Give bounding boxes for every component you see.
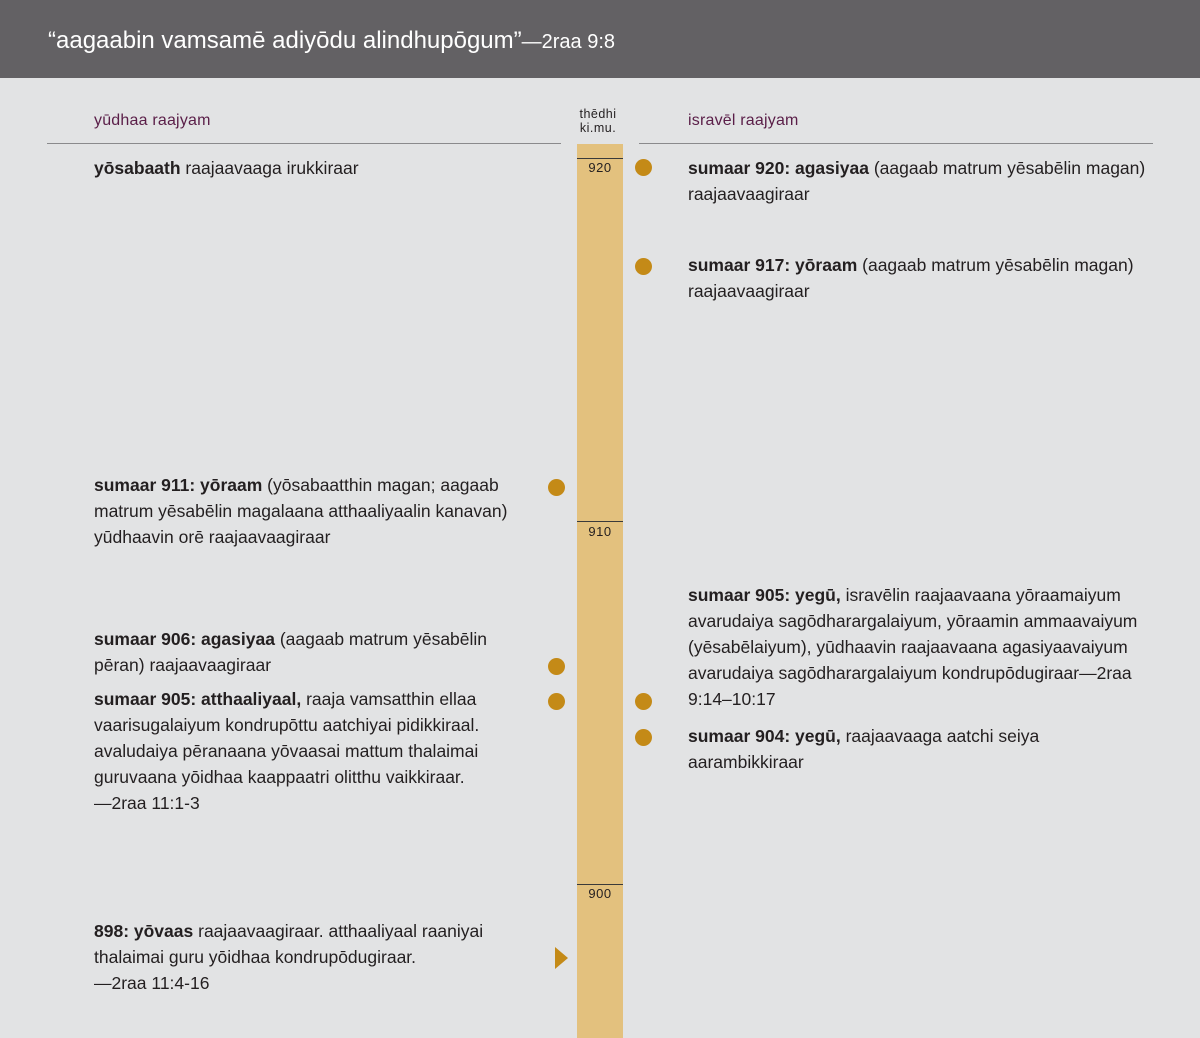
israel-entry-jehoram: [688, 252, 1158, 304]
right-heading-rule: [639, 143, 1153, 144]
tick-label-910: 910: [588, 524, 612, 539]
entry-text: (aagaab matrum yēsabēlin magan) raajaavaagiraar: [688, 158, 1146, 204]
israel-column-heading: isravēl raajyam: [688, 112, 799, 129]
israel-entry-jehu-reigns: [688, 723, 1158, 775]
entry-heading: sumaar 905: yegū,: [688, 585, 841, 605]
judah-column-heading: yūdhaa raajyam: [94, 112, 211, 129]
tick-900: [577, 884, 623, 885]
judah-entry-jehoram: [94, 472, 534, 550]
event-marker-dot: [635, 729, 652, 746]
entry-heading: sumaar 906: agasiyaa: [94, 629, 275, 649]
tick-label-900: 900: [588, 886, 612, 901]
entry-text: raajaavaaga aatchi seiya aarambikkiraar: [688, 726, 1040, 772]
entry-text: raajaavaagiraar. atthaaliyaal raaniyai thalaimai guru yōidhaa kondrupōdugiraar.: [94, 921, 484, 967]
date-heading-line2: ki.mu.: [579, 121, 617, 135]
israel-entry-ahaziah: [688, 155, 1158, 207]
tick-label-920: 920: [588, 160, 612, 175]
header-banner: [0, 0, 1200, 78]
entry-heading: sumaar 904: yegū,: [688, 726, 841, 746]
date-heading-line1: thēdhi: [579, 107, 617, 121]
event-marker-dot: [548, 693, 565, 710]
entry-text: raaja vamsatthin ellaa vaarisugalaiyum kondrupōttu aatchiyai pidikkiraal. avaludaiya pēranaana yōvaasai mattum thalaimai guruvaana yōidhaa kaappaatri olitthu vaikkiraar.: [94, 689, 480, 787]
judah-entry-jehoshaphat: [94, 155, 534, 181]
entry-text: isravēlin raajaavaana yōraamaiyum avarudaiya sagōdharargalaiyum, yōraamin ammaavaiyum (yēsabēlaiyum), yūdhaavin raajaavaana agasiyaavaiyum avarudaiya sagōdharargalaiyum kondrupōdugiraar—2raa 9:14–10:17: [688, 585, 1138, 709]
entry-text: raajaavaaga irukkiraar: [180, 158, 359, 178]
judah-entry-jehoash: [94, 918, 534, 996]
left-heading-rule: [47, 143, 561, 144]
judah-entry-athaliah: [94, 686, 534, 816]
israel-entry-jehu-kills: [688, 582, 1158, 712]
entry-text: (aagaab matrum yēsabēlin magan) raajaavaagiraar: [688, 255, 1134, 301]
entry-heading: 898: yōvaas: [94, 921, 194, 941]
entry-heading: sumaar 911: yōraam: [94, 475, 263, 495]
event-marker-dot: [635, 693, 652, 710]
event-marker-dot: [635, 258, 652, 275]
date-column-heading: [565, 107, 631, 135]
judah-entry-ahaziah: [94, 626, 534, 678]
event-marker-dot: [548, 479, 565, 496]
timeline-bar: [577, 144, 623, 1038]
tick-920: [577, 158, 623, 159]
entry-text: (aagaab matrum yēsabēlin pēran) raajaavaagiraar: [94, 629, 488, 675]
entry-text: (yōsabaatthin magan; aagaab matrum yēsabēlin magalaana atthaaliyaalin kanavan) yūdhaavin orē raajaavaagiraar: [94, 475, 508, 547]
event-marker-dot: [548, 658, 565, 675]
entry-heading: sumaar 920: agasiyaa: [688, 158, 869, 178]
tick-910: [577, 521, 623, 522]
event-marker-arrow: [555, 947, 568, 969]
entry-heading: sumaar 905: atthaaliyaal,: [94, 689, 302, 709]
title-reference: —2raa 9:8: [521, 31, 616, 53]
entry-reference: —2raa 11:1-3: [94, 793, 200, 813]
entry-heading: yōsabaath: [94, 158, 181, 178]
title-text: “aagaabin vamsamē adiyōdu alindhupōgum”: [48, 27, 522, 54]
event-marker-dot: [635, 159, 652, 176]
entry-reference: —2raa 11:4-16: [94, 973, 210, 993]
page-title: [48, 27, 615, 55]
entry-heading: sumaar 917: yōraam: [688, 255, 858, 275]
